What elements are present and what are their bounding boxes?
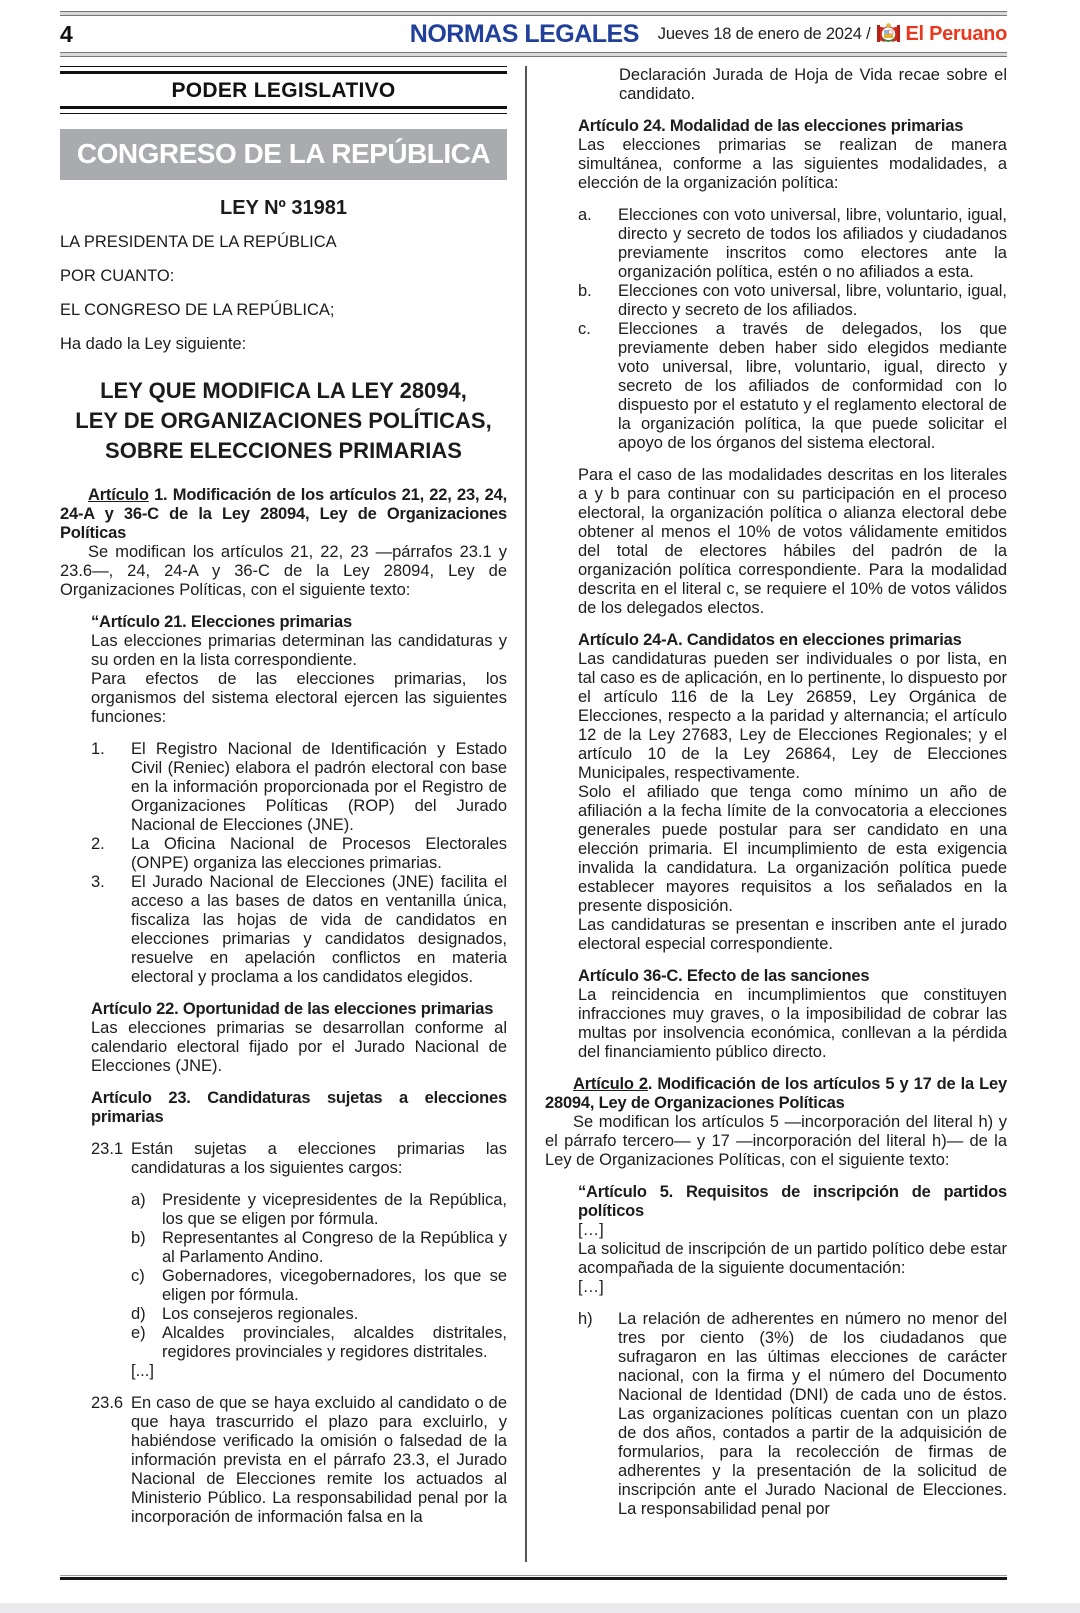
paragraph: Para el caso de las modalidades descritas en los literales a y b para continuar con su participación en el proceso electoral, la organización política o alianza electoral debe obtener al menos el 10% de votos válidamente emitidos del total de electores hábiles del padrón de la organización política correspondiente. Para la modalidad descrita en el literal c, se requiere el 10% de votos válidos de los delegados electos. [578,466,1007,617]
law-title-line: LEY QUE MODIFICA LA LEY 28094, [100,378,467,403]
paragraph: Las elecciones primarias se desarrollan conforme al calendario electoral fijado por el Jurado Nacional de Elecciones (JNE). [91,1019,507,1075]
paragraph: Solo el afiliado que tenga como mínimo un año de afiliación a la fecha límite de la convocatoria a elecciones generales puede postular para ser candidato en una elección primaria. El incumplimiento de esta exigencia invalida la candidatura. La organización política puede establecer mayores requisitos a los señalados en la presente disposición. [578,783,1007,915]
clause-item [91,1140,507,1178]
law-title-line: SOBRE ELECCIONES PRIMARIAS [105,438,462,463]
article-1-body: Se modifican los artículos 21, 22, 23 —párrafos 23.1 y 23.6—, 24, 24-A y 36-C de la Ley 28094, Ley de Organizaciones Políticas, con el siguiente texto: [60,543,507,599]
article-2-heading-rest: . Modificación de los artículos 5 y 17 de la Ley 28094, Ley de Organizaciones Políticas [545,1075,1007,1112]
article-21-heading: “Artículo 21. Elecciones primarias [91,613,352,631]
continuation-paragraph: Declaración Jurada de Hoja de Vida recae sobre el candidato. [619,66,1007,103]
ellipsis-mark: […] [578,1221,604,1239]
section-title: NORMAS LEGALES [409,19,639,48]
lettered-item [131,1324,507,1362]
item-text: Representantes al Congreso de la República y al Parlamento Andino. [162,1229,507,1266]
item-marker: b. [578,282,592,300]
page-edge-strip [0,1603,1080,1613]
item-text: Gobernadores, vicegobernadores, los que se eligen por fórmula. [162,1267,507,1304]
item-marker: c. [578,320,591,338]
numbered-item [91,835,507,873]
paragraph: La reincidencia en incumplimientos que constituyen infracciones muy graves, o la imposibilidad de cobrar las multas por insolvencia económica, conllevan a la pérdida del financiamiento público directo. [578,986,1007,1061]
paragraph: Las candidaturas se presentan e inscriben ante el jurado electoral especial correspondiente. [578,916,1007,953]
item-text: Presidente y vicepresidentes de la República, los que se eligen por fórmula. [162,1191,507,1228]
article-1-heading-rest: 1. Modificación de los artículos 21, 22, 23, 24, 24-A y 36-C de la Ley 28094, Ley de Organizaciones Políticas [60,486,507,542]
preamble-line: LA PRESIDENTA DE LA REPÚBLICA [60,233,337,251]
column-right [545,66,1007,1562]
kicker-bottom-rule [60,106,507,114]
article-2-heading-underlined: Artículo 2 [573,1075,648,1093]
item-text: Están sujetas a elecciones primarias las candidaturas a los siguientes cargos: [131,1140,507,1177]
item-marker: a) [131,1191,146,1209]
item-text: Elecciones a través de delegados, los que previamente deben haber sido elegidos mediante voto universal, libre, voluntario, igual, directo y secreto de los afiliados de conformidad con lo dispuesto por el estatuto y el reglamento electoral de la organización política, la que puede solicitar el apoyo de los órganos del sistema electoral. [618,320,1007,452]
lettered-item [131,1191,507,1229]
quoted-text-block [578,117,1007,1062]
item-text: En caso de que se haya excluido al candidato o de que haya trascurrido el plazo para excluirlo, y habiéndose verificado la omisión o falsedad de la información prevista en el párrafo 23.3, el Jurado Nacional de Elecciones remite los actuados al Ministerio Público. La responsabilidad penal por la incorporación de información falsa en la [131,1394,507,1526]
law-number: LEY Nº 31981 [219,197,347,219]
law-title [60,376,507,466]
lettered-item [131,1305,507,1324]
brand-name: El Peruano [905,22,1007,45]
article-24a-heading: Artículo 24-A. Candidatos en elecciones primarias [578,631,962,649]
item-marker: 23.1 [91,1140,124,1158]
page-number: 4 [60,20,73,47]
article-23-heading: Artículo 23. Candidaturas sujetas a elecciones primarias [91,1089,507,1126]
item-text: La Oficina Nacional de Procesos Electorales (ONPE) organiza las elecciones primarias. [131,835,507,872]
quoted-text-block [578,1183,1007,1519]
item-marker: c) [131,1267,145,1285]
lettered-item [578,1310,1007,1519]
ellipsis-mark: [...] [131,1362,154,1380]
kicker-top-rule [60,66,507,74]
item-text: Los consejeros regionales. [162,1305,359,1323]
clause-item [91,1394,507,1527]
page-bottom-rule [60,1575,1007,1580]
quoted-text-block [91,613,507,1527]
page-header [60,16,1007,52]
article-24-heading: Artículo 24. Modalidad de las elecciones primarias [578,117,964,135]
preamble-line: POR CUANTO: [60,267,175,285]
lettered-item [131,1229,507,1267]
item-marker: e) [131,1324,146,1342]
paragraph: La solicitud de inscripción de un partido político debe estar acompañada de la siguiente documentación: [578,1240,1007,1277]
item-text: El Jurado Nacional de Elecciones (JNE) facilita el acceso a las bases de datos en ventanilla única, fiscaliza las hojas de vida de candidatos en elecciones primarias y candidatos designados, resuelve en apelación conflictos en materia electoral y proclama a los candidatos elegidos. [131,873,507,986]
item-marker: h) [578,1310,593,1328]
item-text: El Registro Nacional de Identificación y Estado Civil (Reniec) elabora el padrón electoral con base en la información proporcionada por el Registro de Organizaciones Políticas (ROP) del Jurado Nacional de Elecciones (JNE). [131,740,507,834]
ellipsis-mark: […] [578,1278,604,1296]
article-1-heading [60,486,507,543]
column-left [60,66,507,1562]
lettered-item [578,320,1007,453]
item-marker: 23.6 [91,1394,124,1412]
paragraph: Las elecciones primarias determinan las candidaturas y su orden en la lista correspondiente. [91,632,507,669]
column-gutter [507,66,545,1562]
preamble-line: Ha dado la Ley siguiente: [60,335,247,353]
lettered-item [131,1267,507,1305]
item-text: Elecciones con voto universal, libre, voluntario, igual, directo y secreto de los afiliados. [618,282,1007,319]
date-text: Jueves 18 de enero de 2024 / [657,24,871,43]
item-marker: 3. [91,873,105,891]
item-marker: 2. [91,835,105,853]
law-title-line: LEY DE ORGANIZACIONES POLÍTICAS, [75,408,492,433]
item-marker: d) [131,1305,146,1323]
lettered-item [578,206,1007,282]
item-marker: 1. [91,740,105,758]
article-22-heading: Artículo 22. Oportunidad de las elecciones primarias [91,1000,494,1018]
article-2-body: Se modifican los artículos 5 —incorporación del literal h) y el párrafo tercero— y 17 —incorporación del literal h)— de la Ley de Organizaciones Políticas, con el siguiente texto: [545,1113,1007,1169]
article-2-heading [545,1075,1007,1113]
lettered-item [578,282,1007,320]
header-bottom-rule [60,52,1007,57]
item-text: La relación de adherentes en número no menor del tres por ciento (3%) de los ciudadanos que sufragaron en las últimas elecciones de carácter nacional, con la firma y el número del Documento Nacional de Identidad (DNI) de cada uno de éstos. Las organizaciones políticas cuentan con un plazo de dos años, contados a partir de la adquisición de formularios, para la recolección de firmas de adherentes y la presentación de la solicitud de inscripción ante el Jurado Nacional de Elecciones. La responsabilidad penal por [618,1310,1007,1518]
item-text: Elecciones con voto universal, libre, voluntario, igual, directo y secreto de todos los afiliados y ciudadanos previamente inscritos como electores ante la organización política, estén o no afiliados a esta. [618,206,1007,281]
article-36c-heading: Artículo 36-C. Efecto de las sanciones [578,967,870,985]
peru-coat-of-arms-icon [876,22,901,47]
numbered-item [91,740,507,835]
preamble-line: EL CONGRESO DE LA REPÚBLICA; [60,301,335,319]
article-1-heading-underlined: Artículo [88,486,149,504]
paragraph: Las elecciones primarias se realizan de manera simultánea, conforme a las siguientes modalidades, a elección de la organización política: [578,136,1007,192]
dateline [658,22,1007,47]
paragraph: Las candidaturas pueden ser individuales o por lista, en tal caso es de aplicación, en lo pertinente, lo dispuesto por el artículo 116 de la Ley 26859, Ley Orgánica de Elecciones, respecto a la paridad y alternancia; el artículo 12 de la Ley 27683, Ley de Elecciones Regionales; y el artículo 10 de la Ley 26864, Ley de Elecciones Municipales, respectivamente. [578,650,1007,782]
article-5-heading: “Artículo 5. Requisitos de inscripción de partidos políticos [578,1183,1007,1220]
column-divider [525,66,527,1562]
banner-congreso: CONGRESO DE LA REPÚBLICA [60,129,507,180]
paragraph: Para efectos de las elecciones primarias, los organismos del sistema electoral ejercen las siguientes funciones: [91,670,507,726]
article-columns [60,66,1007,1562]
item-marker: a. [578,206,592,224]
item-marker: b) [131,1229,146,1247]
heading-poder-legislativo: PODER LEGISLATIVO [171,79,396,102]
item-text: Alcaldes provinciales, alcaldes distritales, regidores provinciales y regidores distritales. [162,1324,507,1361]
numbered-item [91,873,507,987]
